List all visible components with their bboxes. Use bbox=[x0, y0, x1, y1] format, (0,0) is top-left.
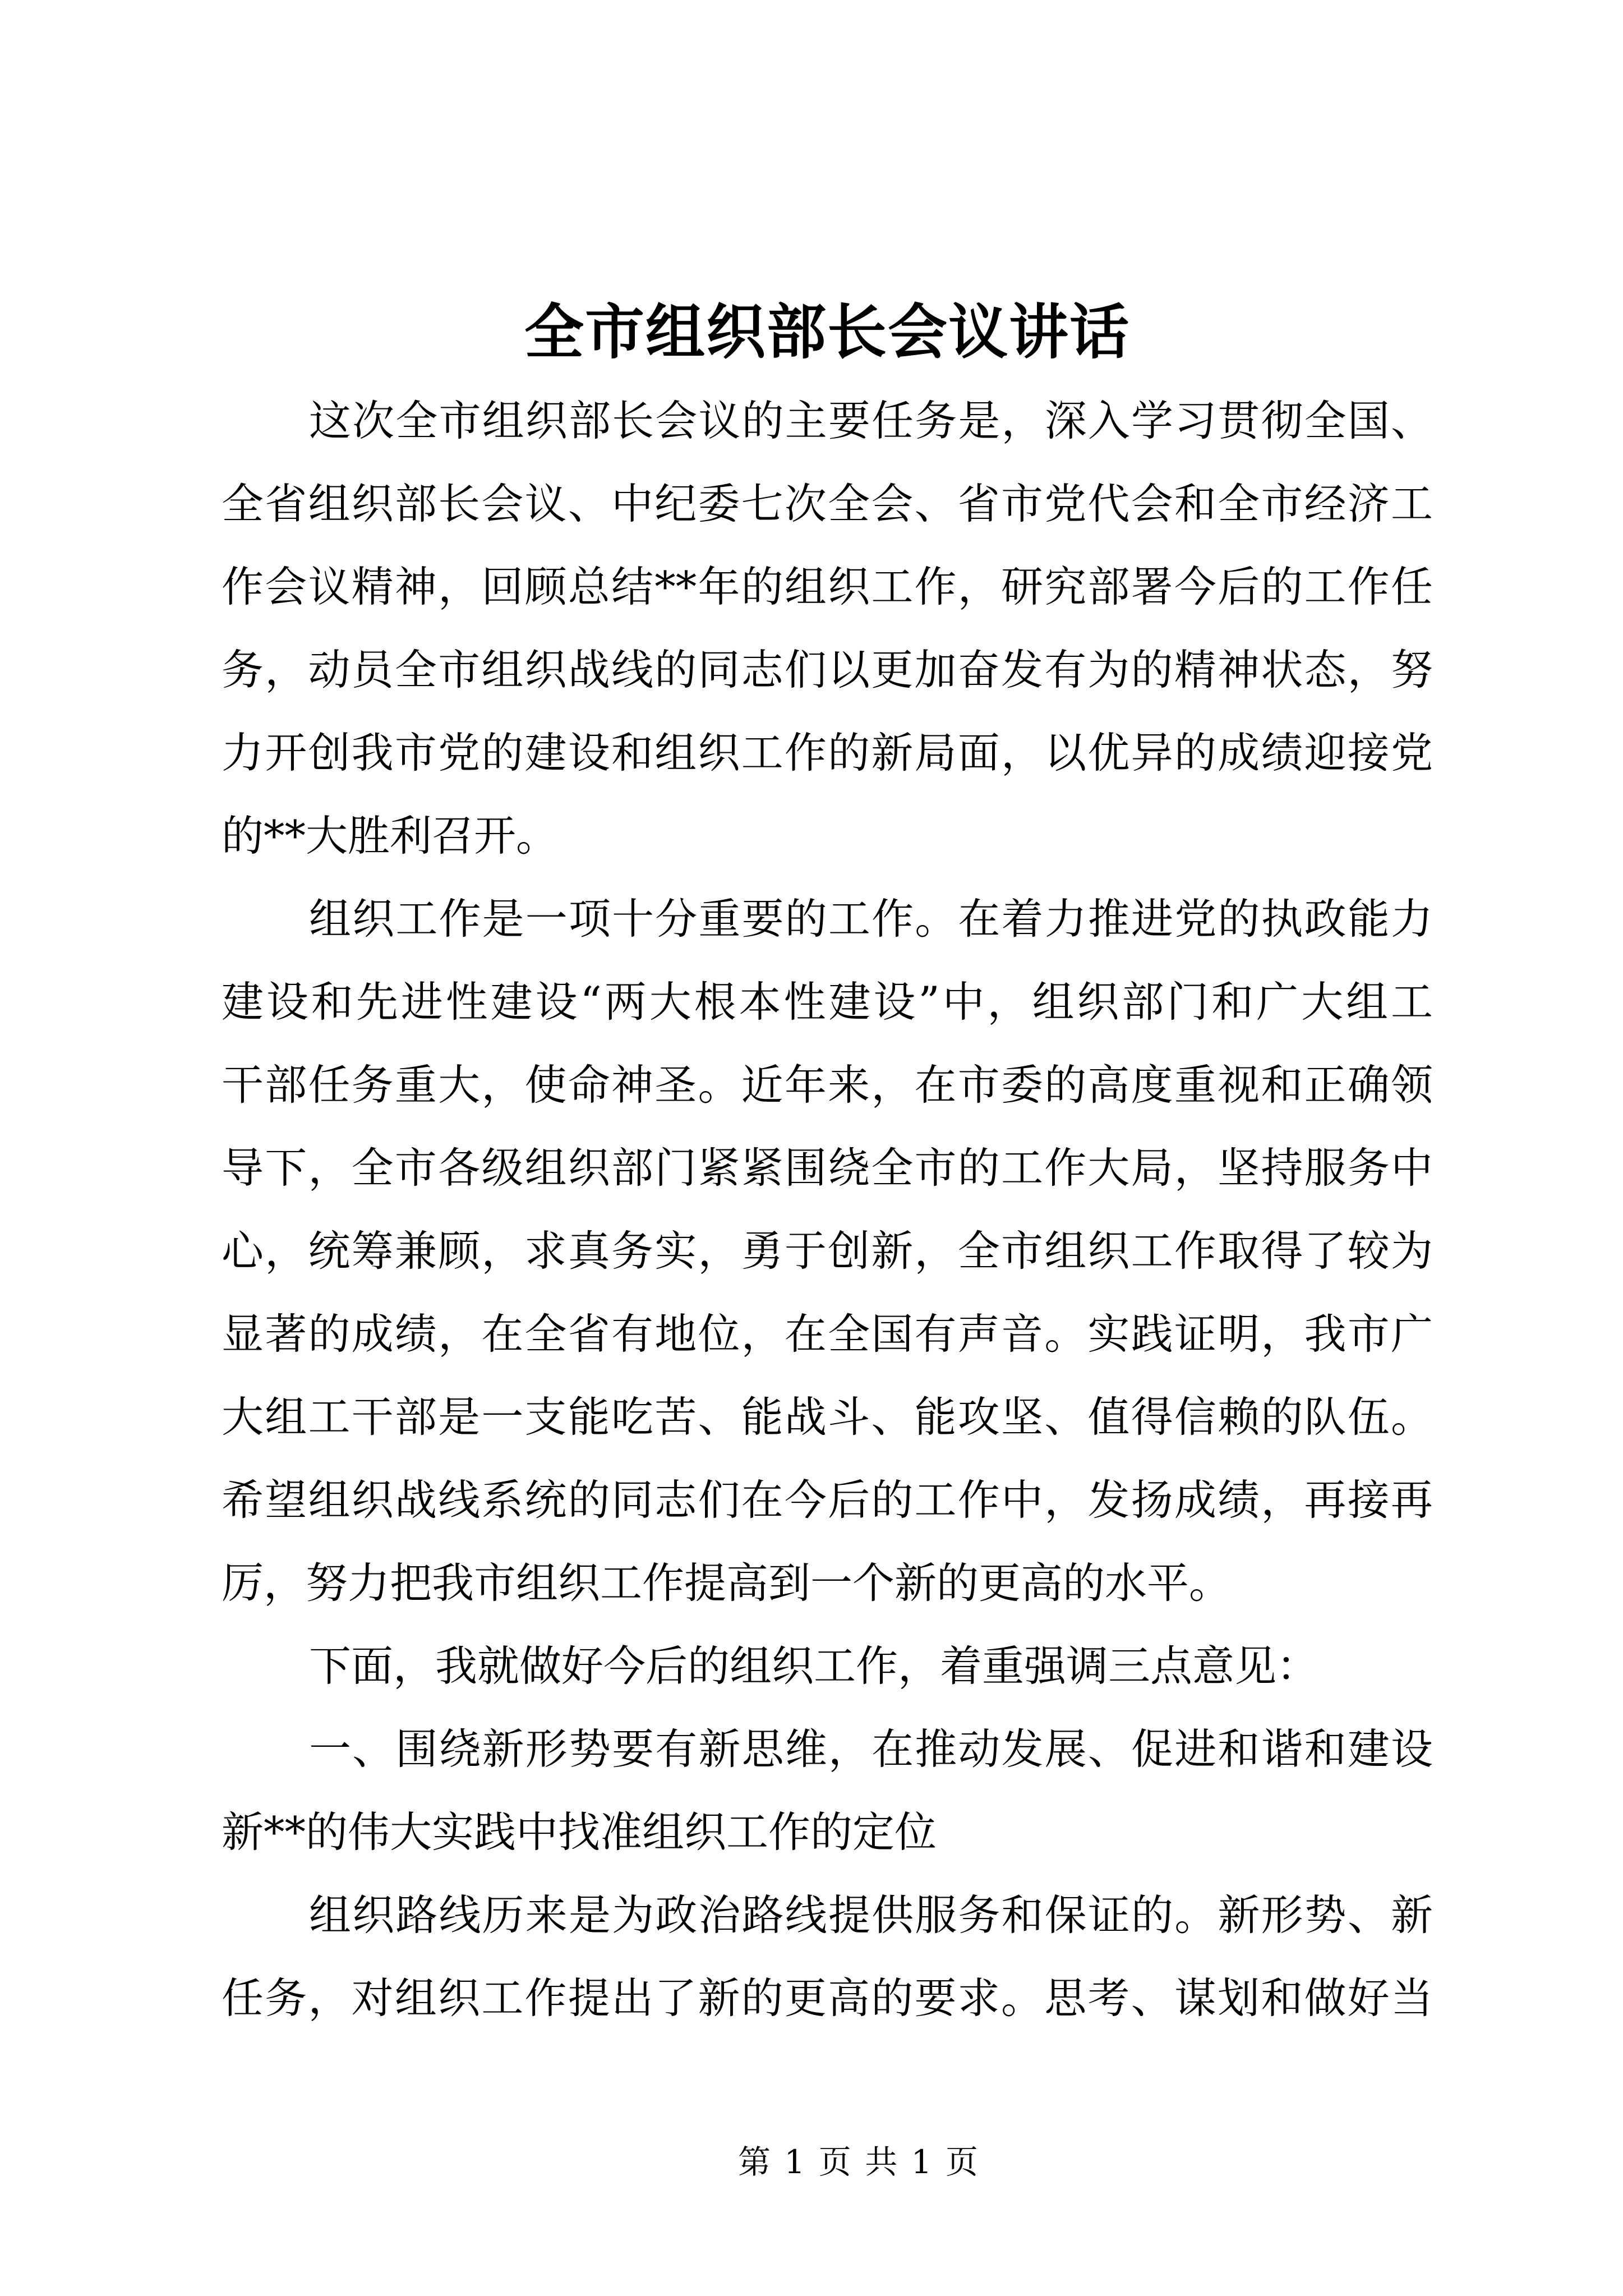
body-line: 作会议精神，回顾总结**年的组织工作，研究部署今后的工作任 bbox=[222, 562, 1433, 611]
paragraph-importance bbox=[222, 877, 1433, 1625]
body-line: 新**的伟大实践中找准组织工作的定位 bbox=[222, 1807, 937, 1857]
body-line: 务，动员全市组织战线的同志们以更加奋发有为的精神状态，努 bbox=[222, 645, 1433, 694]
body-line: 组织工作是一项十分重要的工作。在着力推进党的执政能力 bbox=[309, 894, 1433, 944]
body-line: 下面，我就做好今后的组织工作，着重强调三点意见： bbox=[309, 1641, 1319, 1691]
body-line: 全省组织部长会议、中纪委七次全会、省市党代会和全市经济工 bbox=[222, 479, 1433, 528]
paragraph-intro bbox=[222, 379, 1433, 877]
paragraph-organization-line bbox=[222, 1874, 1433, 2040]
body-line: 导下，全市各级组织部门紧紧围绕全市的工作大局，坚持服务中 bbox=[222, 1143, 1433, 1193]
body-line: 干部任务重大，使命神圣。近年来，在市委的高度重视和正确领 bbox=[222, 1060, 1433, 1110]
document-body bbox=[222, 379, 1433, 2040]
body-line: 这次全市组织部长会议的主要任务是，深入学习贯彻全国、 bbox=[309, 396, 1433, 445]
page-number-footer: 第 1 页 共 1 页 bbox=[738, 2143, 978, 2181]
body-line: 任务，对组织工作提出了新的更高的要求。思考、谋划和做好当 bbox=[222, 1973, 1433, 2023]
body-line: 显著的成绩，在全省有地位，在全国有声音。实践证明，我市广 bbox=[222, 1309, 1433, 1359]
body-line: 组织路线历来是为政治路线提供服务和保证的。新形势、新 bbox=[309, 1890, 1433, 1940]
body-line: 的**大胜利召开。 bbox=[222, 811, 559, 861]
document-title: 全市组织部长会议讲话 bbox=[524, 297, 1130, 367]
body-line: 建设和先进性建设“两大根本性建设”中，组织部门和广大组工 bbox=[222, 977, 1433, 1027]
paragraph-outline bbox=[222, 1625, 1433, 1708]
body-line: 心，统筹兼顾，求真务实，勇于创新，全市组织工作取得了较为 bbox=[222, 1226, 1433, 1276]
body-line: 大组工干部是一支能吃苦、能战斗、能攻坚、值得信赖的队伍。 bbox=[222, 1392, 1433, 1442]
body-line: 一、围绕新形势要有新思维，在推动发展、促进和谐和建设 bbox=[309, 1724, 1433, 1774]
body-line: 力开创我市党的建设和组织工作的新局面，以优异的成绩迎接党 bbox=[222, 728, 1433, 777]
body-line: 希望组织战线系统的同志们在今后的工作中，发扬成绩，再接再 bbox=[222, 1475, 1433, 1525]
section-heading-one bbox=[222, 1708, 1433, 1874]
body-line: 厉，努力把我市组织工作提高到一个新的更高的水平。 bbox=[222, 1558, 1232, 1608]
